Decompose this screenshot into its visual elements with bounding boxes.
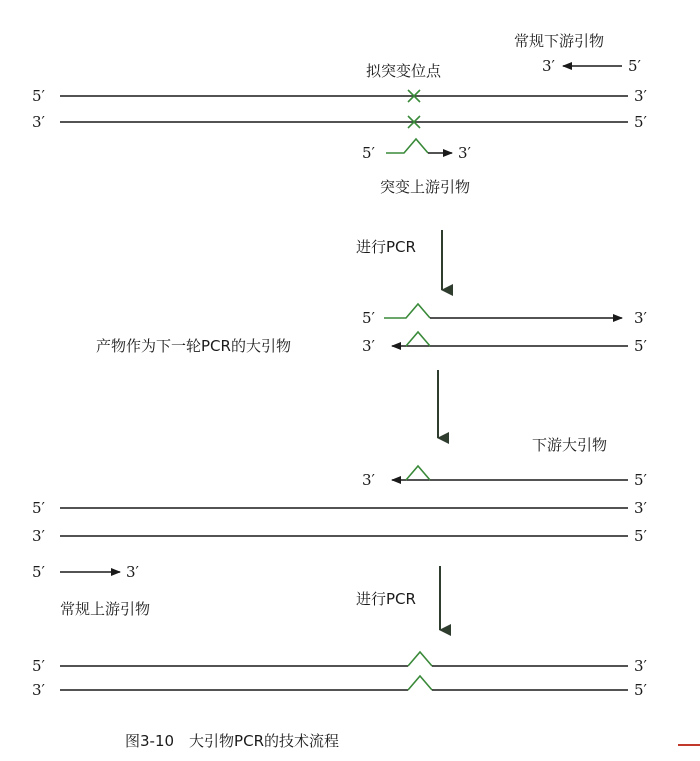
- label-3prime: 3′: [634, 309, 647, 327]
- mutant-primer-bump: [386, 139, 428, 153]
- label-conventional-upstream-primer: 常规上游引物: [60, 600, 151, 618]
- label-product-as-megaprimer: 产物作为下一轮PCR的大引物: [96, 337, 291, 355]
- label-5prime: 5′: [362, 144, 375, 162]
- label-perform-pcr-1: 进行PCR: [356, 238, 416, 256]
- label-3prime: 3′: [32, 113, 45, 131]
- label-mutant-upstream-primer: 突变上游引物: [380, 178, 471, 196]
- label-intended-mutation-site: 拟突变位点: [366, 62, 442, 80]
- product-top-bump: [384, 304, 430, 318]
- downstream-megaprimer-bump: [406, 466, 430, 480]
- label-5prime: 5′: [634, 113, 647, 131]
- label-5prime: 5′: [634, 681, 647, 699]
- label-3prime: 3′: [32, 681, 45, 699]
- label-3prime: 3′: [362, 337, 375, 355]
- label-3prime: 3′: [634, 657, 647, 675]
- label-5prime: 5′: [32, 87, 45, 105]
- label-5prime: 5′: [32, 499, 45, 517]
- label-5prime: 5′: [362, 309, 375, 327]
- final-bottom-bump: [408, 676, 432, 690]
- page-edge-mark: [678, 744, 700, 746]
- label-3prime: 3′: [458, 144, 471, 162]
- label-3prime: 3′: [126, 563, 139, 581]
- label-perform-pcr-2: 进行PCR: [356, 590, 416, 608]
- label-5prime: 5′: [32, 563, 45, 581]
- label-5prime: 5′: [32, 657, 45, 675]
- label-5prime: 5′: [628, 57, 641, 75]
- label-5prime: 5′: [634, 337, 647, 355]
- final-top-bump: [408, 652, 432, 666]
- label-5prime: 5′: [634, 527, 647, 545]
- label-downstream-megaprimer: 下游大引物: [532, 436, 608, 454]
- product-bottom-bump: [406, 332, 430, 346]
- label-3prime: 3′: [32, 527, 45, 545]
- label-3prime: 3′: [542, 57, 555, 75]
- label-3prime: 3′: [634, 499, 647, 517]
- label-5prime: 5′: [634, 471, 647, 489]
- label-3prime: 3′: [362, 471, 375, 489]
- figure-caption: 图3-10 大引物PCR的技术流程: [125, 732, 339, 750]
- label-3prime: 3′: [634, 87, 647, 105]
- label-conventional-downstream-primer: 常规下游引物: [514, 32, 605, 50]
